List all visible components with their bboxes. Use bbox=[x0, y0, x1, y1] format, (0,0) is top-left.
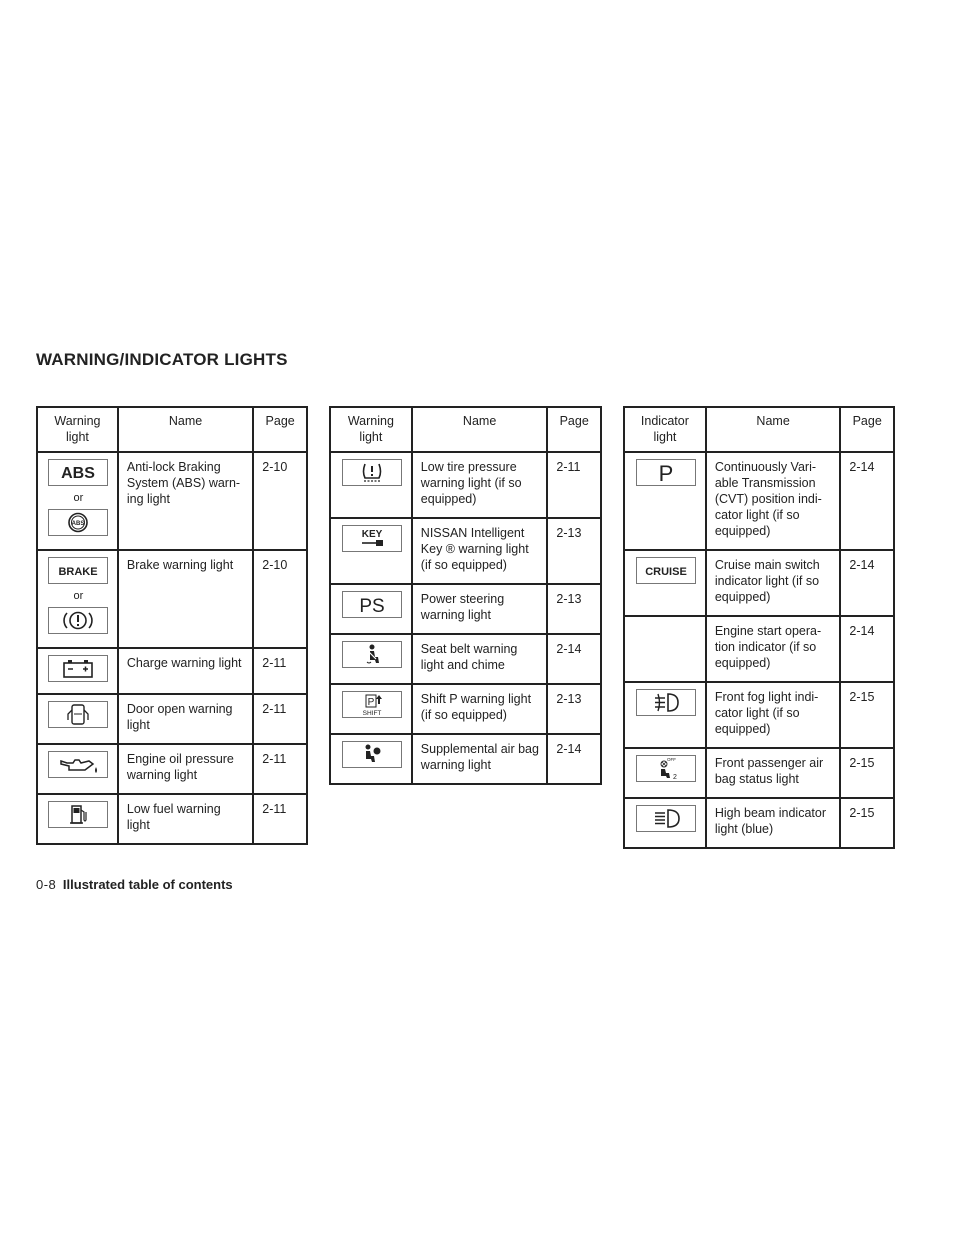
abs-circle-label: ABS bbox=[72, 521, 85, 527]
icon-cell bbox=[37, 794, 118, 844]
col-header-name: Name bbox=[412, 407, 548, 452]
seat-belt-icon bbox=[342, 641, 402, 668]
page-ref: 2-11 bbox=[253, 794, 307, 844]
col-header-light: Warning light bbox=[37, 407, 118, 452]
page-ref: 2-14 bbox=[547, 634, 601, 684]
battery-icon bbox=[48, 655, 108, 682]
abs-circle-icon bbox=[48, 509, 108, 536]
light-name: Continuously Vari-able Transmission (CVT) position indi-cator light (if so equipped) bbox=[706, 452, 841, 550]
key-icon bbox=[342, 525, 402, 552]
light-name: Engine start opera-tion indicator (if so equipped) bbox=[706, 616, 841, 682]
light-name: Anti-lock Braking System (ABS) warn-ing light bbox=[118, 452, 253, 550]
icon-cell bbox=[624, 452, 706, 550]
page-ref: 2-14 bbox=[840, 616, 894, 682]
icon-cell bbox=[624, 682, 706, 748]
icon-cell bbox=[330, 684, 412, 734]
table-row bbox=[37, 550, 307, 648]
table-row bbox=[624, 616, 894, 682]
col-header-light: Warning light bbox=[330, 407, 412, 452]
tire-pressure-icon bbox=[342, 459, 402, 486]
cvt-p-icon bbox=[636, 459, 696, 486]
section-title: WARNING/INDICATOR LIGHTS bbox=[36, 350, 288, 369]
icon-cell bbox=[330, 518, 412, 584]
icon-cell bbox=[624, 550, 706, 616]
light-name: Low tire pressure warning light (if so equipped) bbox=[412, 452, 548, 518]
light-name: Brake warning light bbox=[118, 550, 253, 648]
brake-text-icon bbox=[48, 557, 108, 584]
page-ref: 2-13 bbox=[547, 584, 601, 634]
col-header-page: Page bbox=[547, 407, 601, 452]
key-label: KEY bbox=[361, 529, 383, 540]
table-row bbox=[37, 694, 307, 744]
col-header-page: Page bbox=[840, 407, 894, 452]
table-row bbox=[330, 518, 601, 584]
table-row bbox=[624, 682, 894, 748]
light-name: Shift P warning light (if so equipped) bbox=[412, 684, 548, 734]
col-header-name: Name bbox=[706, 407, 841, 452]
table-row bbox=[37, 744, 307, 794]
light-name: NISSAN Intelligent Key ® warning light (if so equipped) bbox=[412, 518, 548, 584]
col-header-page: Page bbox=[253, 407, 307, 452]
shift-p-letter: P bbox=[367, 697, 375, 708]
page-ref: 2-14 bbox=[840, 550, 894, 616]
icon-cell bbox=[624, 748, 706, 798]
brake-text-label: BRAKE bbox=[58, 566, 98, 578]
door-open-icon bbox=[48, 701, 108, 728]
light-name: Charge warning light bbox=[118, 648, 253, 694]
icon-cell bbox=[624, 616, 706, 682]
warning-lights-table-1 bbox=[36, 406, 308, 845]
table-row bbox=[330, 634, 601, 684]
page-ref: 2-11 bbox=[253, 744, 307, 794]
page-ref: 2-10 bbox=[253, 452, 307, 550]
table-row bbox=[37, 648, 307, 694]
col-header-light: Indicator light bbox=[624, 407, 706, 452]
light-name: Low fuel warning light bbox=[118, 794, 253, 844]
icon-cell bbox=[37, 694, 118, 744]
seat-number-label: 2 bbox=[672, 774, 677, 781]
shift-p-icon bbox=[342, 691, 402, 718]
cvt-p-letter: P bbox=[658, 461, 674, 485]
light-name: Front passenger air bag status light bbox=[706, 748, 841, 798]
page-ref: 2-14 bbox=[840, 452, 894, 550]
abs-text-label: ABS bbox=[61, 465, 96, 482]
or-label: or bbox=[73, 590, 84, 602]
page-ref: 2-14 bbox=[547, 734, 601, 784]
table-row bbox=[624, 798, 894, 848]
footer-title: Illustrated table of contents bbox=[62, 877, 233, 892]
light-name: High beam indicator light (blue) bbox=[706, 798, 841, 848]
table-row bbox=[37, 452, 307, 550]
icon-cell bbox=[624, 798, 706, 848]
warning-lights-table-2 bbox=[329, 406, 602, 785]
table-header-row bbox=[37, 407, 307, 452]
fog-light-icon bbox=[636, 689, 696, 716]
table-header-row bbox=[330, 407, 601, 452]
page-ref: 2-13 bbox=[547, 518, 601, 584]
light-name: Power steering warning light bbox=[412, 584, 548, 634]
light-name: Seat belt warning light and chime bbox=[412, 634, 548, 684]
power-steering-icon bbox=[342, 591, 402, 618]
page-number: 0-8 bbox=[36, 877, 57, 892]
icon-cell bbox=[37, 452, 118, 550]
shift-label: SHIFT bbox=[362, 710, 382, 717]
table-row bbox=[330, 734, 601, 784]
light-name: Front fog light indi-cator light (if so equipped) bbox=[706, 682, 841, 748]
cruise-icon bbox=[636, 557, 696, 584]
light-name: Engine oil pressure warning light bbox=[118, 744, 253, 794]
table-row bbox=[330, 684, 601, 734]
icon-cell bbox=[330, 584, 412, 634]
icon-cell bbox=[330, 452, 412, 518]
light-name: Door open warning light bbox=[118, 694, 253, 744]
icon-cell bbox=[37, 648, 118, 694]
page-ref: 2-11 bbox=[253, 694, 307, 744]
page-ref: 2-13 bbox=[547, 684, 601, 734]
abs-text-icon bbox=[48, 459, 108, 486]
table-row bbox=[624, 452, 894, 550]
fuel-pump-icon bbox=[48, 801, 108, 828]
page-ref: 2-10 bbox=[253, 550, 307, 648]
cruise-label: CRUISE bbox=[645, 566, 687, 578]
page-ref: 2-15 bbox=[840, 798, 894, 848]
table-row bbox=[624, 748, 894, 798]
indicator-lights-table bbox=[623, 406, 895, 849]
page-ref: 2-11 bbox=[253, 648, 307, 694]
table-row bbox=[330, 452, 601, 518]
table-row bbox=[624, 550, 894, 616]
or-label: or bbox=[73, 492, 84, 504]
light-name: Supplemental air bag warning light bbox=[412, 734, 548, 784]
col-header-name: Name bbox=[118, 407, 253, 452]
page-ref: 2-15 bbox=[840, 748, 894, 798]
light-name: Cruise main switch indicator light (if so equipped) bbox=[706, 550, 841, 616]
table-header-row bbox=[624, 407, 894, 452]
icon-cell bbox=[330, 634, 412, 684]
airbag-icon bbox=[342, 741, 402, 768]
passenger-airbag-off-icon bbox=[636, 755, 696, 782]
table-row bbox=[330, 584, 601, 634]
table-row bbox=[37, 794, 307, 844]
high-beam-icon bbox=[636, 805, 696, 832]
page-footer bbox=[36, 877, 233, 892]
page-ref: 2-15 bbox=[840, 682, 894, 748]
page-ref: 2-11 bbox=[547, 452, 601, 518]
oil-can-icon bbox=[48, 751, 108, 778]
icon-cell bbox=[330, 734, 412, 784]
off-label: OFF bbox=[666, 757, 676, 762]
ps-label: PS bbox=[359, 596, 385, 617]
icon-cell bbox=[37, 744, 118, 794]
brake-circle-icon bbox=[48, 607, 108, 634]
icon-cell bbox=[37, 550, 118, 648]
